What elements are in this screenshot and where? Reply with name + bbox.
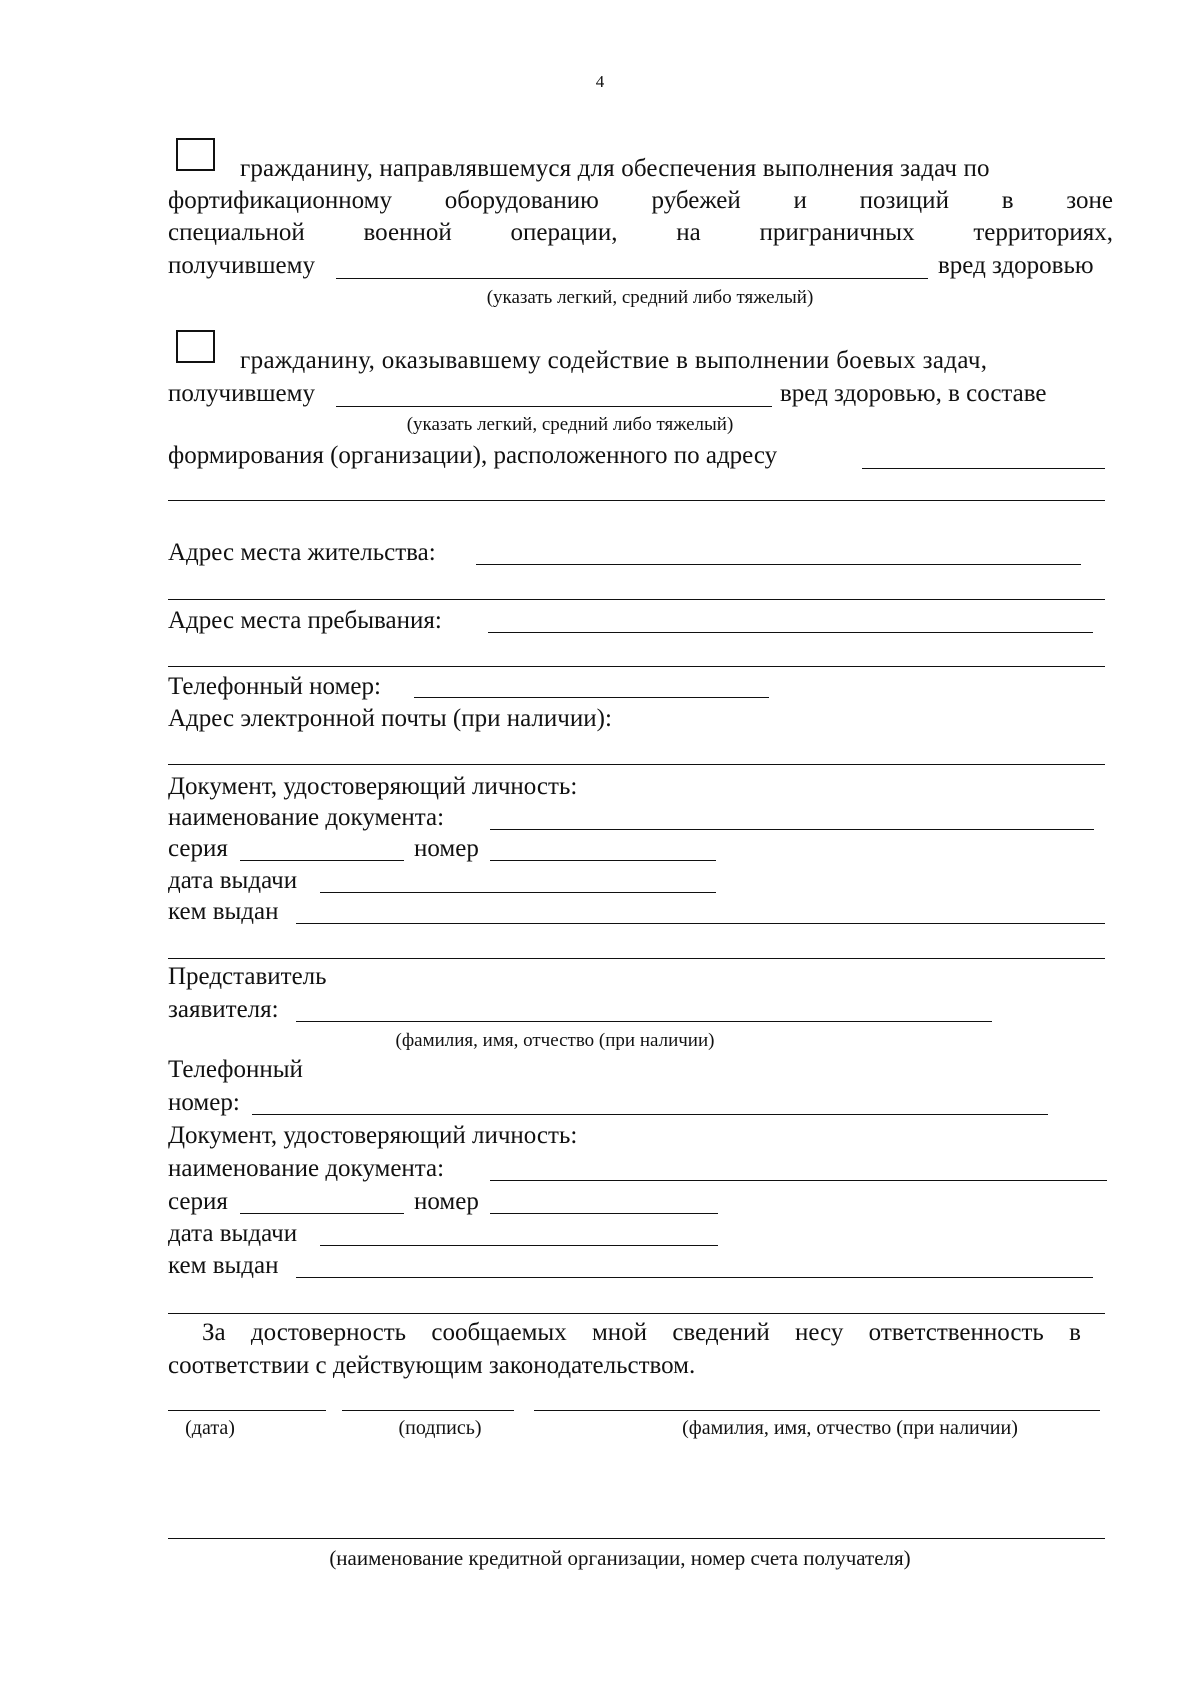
applicant-doc-heading: Документ, удостоверяющий личность: — [168, 773, 578, 800]
applicant-issue-date-label: дата выдачи — [168, 867, 298, 894]
applicant-issued-by-field-2[interactable] — [168, 958, 1105, 959]
full-name-field[interactable] — [534, 1410, 1100, 1411]
word: достоверность — [250, 1319, 407, 1346]
stay-label: Адрес места пребывания: — [168, 607, 442, 634]
option1-line4-suffix: вред здоровью — [938, 252, 1094, 279]
bank-details-field[interactable] — [168, 1538, 1105, 1539]
option2-caption: (указать легкий, средний либо тяжелый) — [406, 414, 734, 435]
option1-line1: гражданину, направлявшемуся для обеспечения выполнения задач по — [240, 155, 990, 182]
rep-issue-date-label: дата выдачи — [168, 1220, 298, 1247]
word: специальной — [168, 219, 305, 246]
residence-label: Адрес места жительства: — [168, 539, 436, 566]
representative-phone-label-1: Телефонный — [168, 1056, 303, 1083]
option2-line3: формирования (организации), расположенного по адресу — [168, 442, 778, 469]
option2-line2-suffix: вред здоровью, в составе — [780, 380, 1047, 407]
option2-address-field[interactable] — [862, 468, 1105, 469]
word: военной — [363, 219, 452, 246]
bank-caption: (наименование кредитной организации, номер счета получателя) — [329, 1546, 911, 1570]
option1-line2 — [168, 186, 1113, 216]
rep-number-label: номер — [414, 1188, 479, 1215]
applicant-issued-by-field[interactable] — [296, 923, 1105, 924]
word: сообщаемых — [431, 1319, 567, 1346]
option2-checkbox[interactable] — [176, 330, 215, 363]
option2-severity-field[interactable] — [336, 406, 772, 407]
applicant-number-label: номер — [414, 835, 479, 862]
representative-label-2: заявителя: — [168, 996, 279, 1023]
word: мной — [591, 1319, 648, 1346]
word: территориях, — [973, 219, 1113, 246]
word: оборудованию — [444, 187, 599, 214]
word: несу — [795, 1319, 844, 1346]
option1-caption: (указать легкий, средний либо тяжелый) — [486, 287, 814, 308]
word: зоне — [1066, 187, 1113, 214]
applicant-series-field[interactable] — [240, 860, 404, 861]
word: За — [202, 1319, 226, 1346]
stay-field[interactable] — [488, 632, 1093, 633]
stay-field-2[interactable] — [168, 666, 1105, 667]
applicant-doc-name-label: наименование документа: — [168, 804, 445, 831]
word: на — [676, 219, 701, 246]
applicant-issued-by-label: кем выдан — [168, 898, 279, 925]
option2-line1: гражданину, оказывавшему содействие в выполнении боевых задач, — [240, 347, 988, 374]
rep-series-label: серия — [168, 1188, 228, 1215]
option1-line4-prefix: получившему — [168, 252, 315, 279]
rep-doc-heading: Документ, удостоверяющий личность: — [168, 1122, 578, 1149]
word: фортификационному — [168, 187, 392, 214]
rep-issued-by-field-2[interactable] — [168, 1313, 1105, 1314]
applicant-series-label: серия — [168, 835, 228, 862]
residence-field-2[interactable] — [168, 599, 1105, 600]
representative-name-field[interactable] — [296, 1021, 992, 1022]
date-caption: (дата) — [185, 1417, 235, 1439]
representative-caption: (фамилия, имя, отчество (при наличии) — [395, 1030, 715, 1051]
option1-checkbox[interactable] — [176, 138, 215, 171]
representative-phone-field[interactable] — [252, 1114, 1048, 1115]
applicant-issue-date-field[interactable] — [320, 892, 716, 893]
word: в — [1001, 187, 1014, 214]
rep-issued-by-label: кем выдан — [168, 1252, 279, 1279]
rep-issue-date-field[interactable] — [320, 1245, 718, 1246]
option1-line3 — [168, 218, 1113, 248]
page-number: 4 — [595, 72, 605, 91]
rep-issued-by-field[interactable] — [296, 1277, 1093, 1278]
option2-line2-prefix: получившему — [168, 380, 315, 407]
rep-number-field[interactable] — [490, 1213, 718, 1214]
date-field[interactable] — [168, 1410, 326, 1411]
option1-severity-field[interactable] — [336, 278, 928, 279]
residence-field[interactable] — [476, 564, 1081, 565]
phone-label: Телефонный номер: — [168, 673, 381, 700]
option2-address-field-2[interactable] — [168, 500, 1105, 501]
signature-caption: (подпись) — [398, 1417, 482, 1439]
word: приграничных — [759, 219, 915, 246]
full-name-caption: (фамилия, имя, отчество (при наличии) — [682, 1417, 1018, 1439]
declaration-line2: соответствии с действующим законодательством. — [168, 1352, 696, 1379]
signature-field[interactable] — [342, 1410, 514, 1411]
word: ответственность — [868, 1319, 1044, 1346]
word: в — [1069, 1319, 1081, 1346]
phone-field[interactable] — [414, 697, 769, 698]
rep-doc-name-label: наименование документа: — [168, 1155, 445, 1182]
word: операции, — [510, 219, 618, 246]
word: и — [793, 187, 807, 214]
email-field[interactable] — [168, 764, 1105, 765]
word: сведений — [672, 1319, 770, 1346]
word: позиций — [859, 187, 949, 214]
email-label: Адрес электронной почты (при наличии): — [168, 705, 612, 732]
rep-doc-name-field[interactable] — [490, 1180, 1107, 1181]
declaration-line1 — [202, 1318, 1081, 1348]
applicant-number-field[interactable] — [490, 860, 716, 861]
representative-label-1: Представитель — [168, 963, 327, 990]
applicant-doc-name-field[interactable] — [490, 829, 1094, 830]
representative-phone-label-2: номер: — [168, 1089, 240, 1116]
rep-series-field[interactable] — [240, 1213, 404, 1214]
word: рубежей — [651, 187, 741, 214]
